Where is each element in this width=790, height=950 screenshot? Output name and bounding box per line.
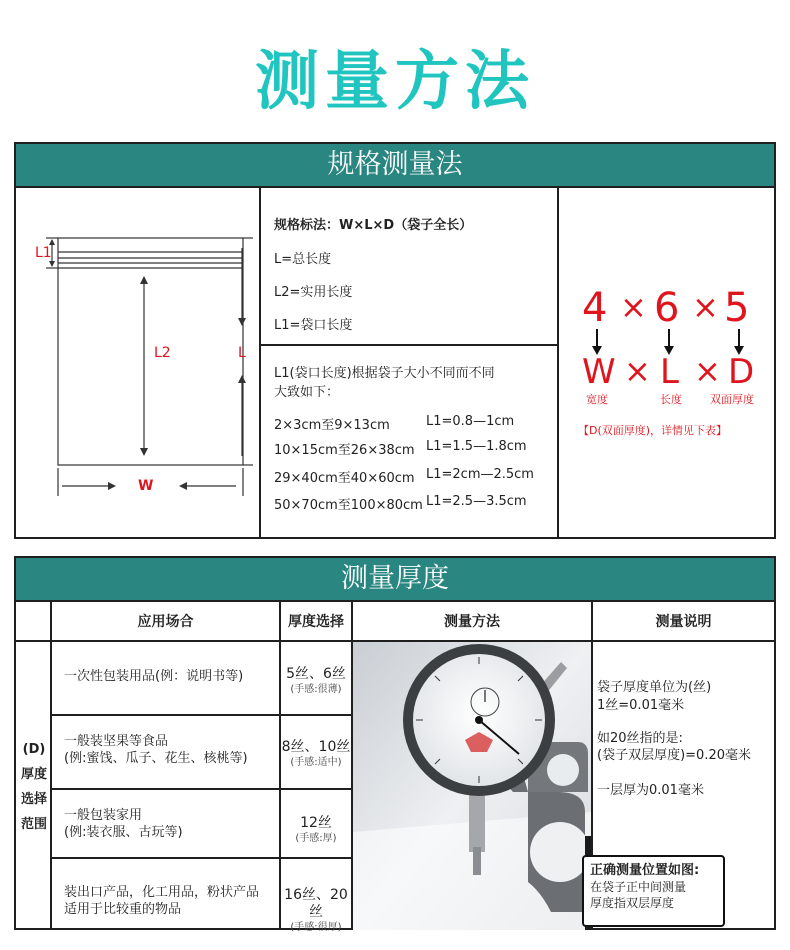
- note-line: 1丝=0.01毫米: [597, 698, 685, 713]
- callout-line: 厚度指双层厚度: [590, 896, 675, 910]
- thickness-feel: (手感:适中): [290, 757, 342, 768]
- note-line: 袋子厚度单位为(丝): [597, 680, 712, 695]
- example-number: 6: [654, 285, 680, 331]
- spec-method-title: 规格标法：W×L×D（袋子全长）: [274, 218, 473, 233]
- col-header-scene: 应用场合: [137, 614, 194, 630]
- col-header-notes: 测量说明: [655, 614, 712, 630]
- example-times: ×: [692, 288, 719, 326]
- w-label: W: [138, 478, 154, 494]
- scene-text: 装出口产品，化工用品，粉状产品: [64, 885, 260, 900]
- side-label: 选择: [20, 792, 47, 807]
- scene-text: (例:蜜饯、瓜子、花生、核桃等): [64, 751, 248, 766]
- divider: [259, 344, 559, 346]
- l1-range: L1=2.5—3.5cm: [426, 494, 527, 509]
- thickness-table: [16, 602, 774, 933]
- side-label: 范围: [20, 817, 47, 832]
- divider: [557, 188, 559, 539]
- scene-text: 一般装坚果等食品: [64, 734, 169, 749]
- width-caption: 宽度: [586, 393, 608, 406]
- example-letter: L: [660, 352, 679, 392]
- size-range: 2×3cm至9×13cm: [274, 418, 390, 433]
- thickness-value: [280, 739, 352, 770]
- thickness-value-text: 8丝、10丝: [281, 739, 351, 755]
- callout-title: 正确测量位置如图:: [590, 863, 700, 878]
- size-range: 50×70cm至100×80cm: [274, 498, 423, 513]
- scene-text: (例:装衣服、古玩等): [64, 825, 183, 840]
- def-l: L=总长度: [274, 252, 332, 267]
- length-caption: 长度: [660, 393, 682, 406]
- callout-line: 在袋子正中间测量: [590, 880, 687, 894]
- side-label: (D): [22, 742, 46, 757]
- def-l1: L1=袋口长度: [274, 318, 353, 333]
- example-letter: D: [728, 352, 755, 392]
- l2-label: L2: [154, 345, 171, 361]
- def-l2: L2=实用长度: [274, 285, 353, 300]
- l1-note: L1(袋口长度)根据袋子大小不同而不同: [274, 366, 495, 381]
- spec-measure-panel: [14, 142, 776, 539]
- note-line: (袋子双层厚度)=0.20毫米: [597, 748, 751, 763]
- thickness-feel: (手感:厚): [295, 833, 337, 844]
- thickness-value-text: 5丝、6丝: [286, 666, 346, 682]
- l1-note-2: 大致如下：: [274, 385, 340, 400]
- thickness-panel-header: 测量厚度: [16, 558, 774, 602]
- example-letter: W: [582, 352, 616, 392]
- thickness-gauge-photo: [353, 642, 591, 930]
- col-header-thickness: 厚度选择: [288, 614, 344, 630]
- bag-outline: [58, 238, 243, 465]
- example-times: ×: [624, 352, 651, 390]
- example-times: ×: [620, 288, 647, 326]
- size-range: 29×40cm至40×60cm: [274, 471, 415, 486]
- thickness-value: [280, 815, 352, 846]
- thickness-value-text: 16丝、20丝: [284, 887, 348, 920]
- size-range: 10×15cm至26×38cm: [274, 443, 415, 458]
- scene-text: 适用于比较重的物品: [64, 902, 182, 917]
- example-note: 【D(双面厚度)，详情见下表】: [578, 424, 728, 437]
- example-number: 4: [582, 285, 608, 331]
- example-number: 5: [724, 285, 750, 331]
- scene-text: 一次性包装用品(例：说明书等): [64, 669, 244, 684]
- thickness-feel: (手感:很厚): [290, 922, 342, 933]
- page-title: 测量方法: [255, 45, 535, 119]
- thickness-feel: (手感:很薄): [290, 684, 342, 695]
- l1-range: L1=1.5—1.8cm: [426, 439, 527, 454]
- thickness-value-text: 12丝: [300, 815, 332, 831]
- scene-text: 一般包装家用: [64, 808, 143, 823]
- note-line: 如20丝指的是:: [597, 731, 683, 746]
- thickness-caption: 双面厚度: [710, 393, 754, 406]
- l1-range: L1=2cm—2.5cm: [426, 467, 534, 482]
- l1-range: L1=0.8—1cm: [426, 414, 515, 429]
- thickness-value: [280, 887, 352, 935]
- note-line: 一层厚为0.01毫米: [597, 783, 704, 798]
- spec-panel-body: [16, 188, 774, 539]
- measure-position-callout: [582, 855, 725, 927]
- col-header-method: 测量方法: [444, 614, 500, 630]
- example-times: ×: [694, 352, 721, 390]
- divider: [259, 188, 261, 539]
- l1-label: L1: [35, 245, 52, 261]
- thickness-value: [280, 666, 352, 697]
- side-label: 厚度: [20, 767, 47, 782]
- l-label: L: [238, 345, 246, 361]
- spec-panel-header: 规格测量法: [16, 144, 774, 188]
- thickness-panel: [14, 556, 776, 933]
